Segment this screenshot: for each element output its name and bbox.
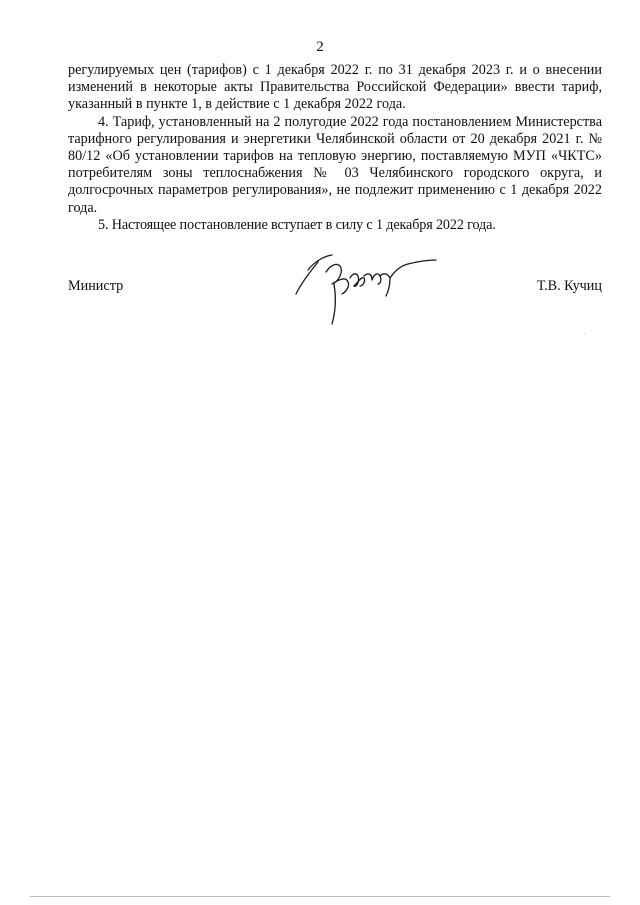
signature-block [68, 252, 602, 332]
paragraph-item-4: 4. Тариф, установленный на 2 полугодие 2022 года постановлением Министерства тарифного регулирования и энергетики Челябинской области от 20 декабря 2021 г. № 80/12 «Об установлении тарифов на тепловую энергию, поставляемую МУП «ЧКТС» потребителям зоны теплоснабжения № 03 Челябинского городского округа, и долгосрочных параметров регулирования», не подлежит применению с 1 декабря 2022 года. [68, 113, 602, 216]
paragraph-continuation: регулируемых цен (тарифов) с 1 декабря 2022 г. по 31 декабря 2023 г. и о внесении изменений в некоторые акты Правительства Российской Федерации» ввести тариф, указанный в пункте 1, в действие с 1 декабря 2022 года. [68, 62, 602, 113]
paragraph-item-5: 5. Настоящее постановление вступает в силу с 1 декабря 2022 года. [98, 216, 496, 233]
page-number: 2 [316, 39, 324, 55]
signer-position: Министр [68, 278, 124, 294]
scan-artifact-dot [584, 333, 585, 334]
signer-name: Т.В. Кучиц [536, 278, 602, 294]
document-body [68, 62, 602, 234]
scan-bottom-edge [30, 896, 610, 897]
handwritten-signature [290, 252, 440, 328]
